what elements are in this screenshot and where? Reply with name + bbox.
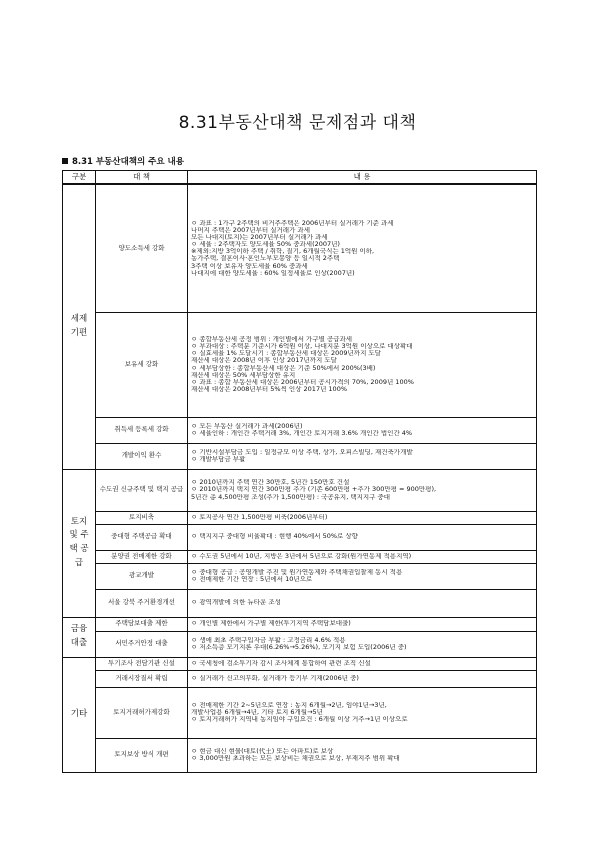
content-cell <box>188 617 537 631</box>
measure-cell <box>96 312 188 417</box>
measure-label: 토지거래허가제강화 <box>113 707 170 716</box>
category-label: 세제 기편 <box>70 314 88 338</box>
content-line: 모든 나대지(토지)는 2007년부터 실거래가 과세 <box>191 233 328 241</box>
content-line: ㅇ 세부담상한 : 종합부동산세 대상은 기준 50%에서 200%(3배) <box>191 364 376 372</box>
measure-cell <box>96 738 188 772</box>
category-label: 기타 <box>70 708 88 719</box>
measure-label: 개발이익 환수 <box>121 451 162 460</box>
measure-label: 분양권 전매제한 강화 <box>111 551 172 560</box>
content-cell <box>188 443 537 469</box>
content-line: ※제외:지방 3억이하 주택 / 취학, 질기, 6개월국식는 1억원 이하, <box>191 248 375 256</box>
table-row <box>63 443 537 469</box>
measure-label: 서울 강북 주거환경개선 <box>108 598 175 607</box>
measure-cell <box>96 550 188 563</box>
content-line: ㅇ 2010년까지 주택 연간 30만호, 5년간 150만호 건설 <box>191 479 350 487</box>
measure-label: 토지보상 방식 개편 <box>114 750 169 759</box>
table-row <box>63 184 537 312</box>
table-body <box>63 184 537 772</box>
content-cell <box>188 657 537 670</box>
table-row <box>63 524 537 550</box>
content-line: ㅇ 세율인하 : 개인간 주택거래 3%, 개인간 토지거래 3.6% 개인간 법인간 4% <box>191 430 413 437</box>
content-cell <box>188 631 537 657</box>
category-cell <box>63 184 96 469</box>
content-cell <box>188 738 537 772</box>
measure-label: 양도소득세 강화 <box>118 243 165 252</box>
measure-cell <box>96 631 188 657</box>
measure-cell <box>96 417 188 443</box>
content-line: ㅇ 광역개발에 의한 뉴타운 조성 <box>191 599 281 607</box>
content-line: ㅇ 택지지구 중대형 비율확대 : 현행 40%에서 50%로 상향 <box>191 533 358 541</box>
table-row <box>63 312 537 417</box>
content-line: ㅇ 개인별 제한에서 가구별 제한(투기지역 주택담보대출) <box>191 620 351 628</box>
measure-cell <box>96 563 188 589</box>
content-cell <box>188 511 537 524</box>
content-line: 농가주택, 결혼이사·혼인노부모봉양 등 일시적 2주택 <box>191 255 340 263</box>
content-line: ㅇ 국세청에 검소투기자 감시 조사체계 통합하여 관련 조직 신설 <box>191 659 371 667</box>
content-cell <box>188 589 537 617</box>
category-label: 금융 대출 <box>70 624 88 648</box>
table-row <box>63 550 537 563</box>
measure-label: 토지비축 <box>128 512 155 521</box>
measure-label: 투기조사 전담기관 신설 <box>108 658 175 667</box>
category-cell <box>63 657 96 772</box>
content-line: ㅇ 현금 대신 현물(대토(代土) 또는 아파트)로 보상 <box>191 747 334 755</box>
content-cell <box>188 550 537 563</box>
measure-label: 중대형 주택공급 확대 <box>111 532 172 541</box>
content-line: ㅇ 저소득층 모기지론 우대(6.26%→5.26%), 모기지 보험 도입(2006년 중) <box>191 644 407 651</box>
content-line: ㅇ 종합부동산세 공정 범위 : 개인별에서 가구별 공급과세 <box>191 335 353 343</box>
category-label: 토지 및 주택 공급 <box>69 516 89 568</box>
measure-cell <box>96 184 188 312</box>
content-line: 개발사업용 6개월→4년, 기타 토지 6개월→5년 <box>191 708 323 716</box>
header-category: 구분 <box>63 171 96 185</box>
square-bullet-icon <box>62 158 68 164</box>
category-cell <box>63 469 96 617</box>
content-line: ㅇ 부과대상 : 주택분 기준시가 6억원 이상, 나대지분 3억원 이상으로 대상확대 <box>191 343 413 351</box>
table-row <box>63 563 537 589</box>
table-row <box>63 589 537 617</box>
measure-label: 취득세 등록세 강화 <box>114 425 169 434</box>
measure-label: 보유세 강화 <box>124 359 159 368</box>
content-line: ㅇ 세율 : 2주택자도 양도세율 50% 중과세(2007년) <box>191 241 340 249</box>
content-line: ㅇ 생애 최초 주택구입자금 부활 : 고정금리 4.6% 적용 <box>191 636 346 644</box>
content-line: 3주택 이상 보유자 양도세율 60% 중과세 <box>191 262 308 270</box>
policy-table <box>62 170 537 773</box>
section-heading <box>62 155 184 167</box>
measure-label: 거래시장질서 확립 <box>115 673 168 682</box>
measure-cell <box>96 511 188 524</box>
measure-cell <box>96 670 188 687</box>
content-line: ㅇ 실효세율 1% 도달시기 : 종합부동산세 대상은 2009년까지 도달 <box>191 350 381 358</box>
content-line: ㅇ 개발부담금 부활 <box>191 456 246 463</box>
measure-label: 수도권 신규주택 및 택지 공급 <box>99 485 184 494</box>
content-line: ㅇ 토지공사 연간 1,500만평 비축(2006년부터) <box>191 513 328 521</box>
header-content: 내 용 <box>188 171 537 185</box>
table-row <box>63 738 537 772</box>
content-line: 재산세 대상은 50% 세부담상한 유지 <box>191 371 296 379</box>
table-row <box>63 511 537 524</box>
content-line: ㅇ 과표 : 1가구 2주택의 비거주주택은 2006년부터 실거래가 기준 과세 <box>191 219 394 227</box>
table-row <box>63 617 537 631</box>
table-row <box>63 469 537 511</box>
table-row <box>63 417 537 443</box>
measure-cell <box>96 687 188 738</box>
content-line: ㅇ 실거래가 신고의무화, 실거래가 등기부 기재(2006년 중) <box>191 674 359 682</box>
measure-cell <box>96 617 188 631</box>
content-line: ㅇ 과표 : 종합 부동산세 대상은 2006년부터 공시가격의 70%, 2009년 100% <box>191 378 414 386</box>
content-cell <box>188 184 537 312</box>
content-line: 나대지에 대한 양도세율 : 60% 일정세율로 인상(2007년) <box>191 269 355 277</box>
content-cell <box>188 563 537 589</box>
content-line: ㅇ 수도권 5년에서 10년, 지방은 3년에서 5년으로 강화(원가연동제 적용지역) <box>191 552 412 560</box>
document-title: 8.31부동산대책 문제점과 대책 <box>178 113 417 133</box>
content-line: ㅇ 모든 부동산 실거래가 과세(2006년) <box>191 422 303 430</box>
content-cell <box>188 469 537 511</box>
content-cell <box>188 312 537 417</box>
table-row <box>63 687 537 738</box>
content-cell <box>188 687 537 738</box>
measure-cell <box>96 589 188 617</box>
content-line: 재산세 대상은 2008년 이후 인상 2017년까지 도달 <box>191 357 337 365</box>
category-cell <box>63 617 96 657</box>
content-cell <box>188 670 537 687</box>
content-line: ㅇ 전매제한 기간 2~5년으로 연장 : 농지 6개월→2년, 임야1년→3년, <box>191 701 387 709</box>
content-line: ㅇ 3,000만원 초과하는 모든 보상비는 채권으로 보상, 부재지주 범위 확대 <box>191 755 400 762</box>
measure-label: 광교개발 <box>128 571 155 580</box>
header-measure: 대 책 <box>96 171 188 185</box>
table-header-row <box>63 171 537 185</box>
content-line: ㅇ 중대형 공급 : 공영개발 추진 및 원가연동제와 주택채권입찰제 동시 적용 <box>191 568 403 576</box>
table-row <box>63 670 537 687</box>
table-row <box>63 631 537 657</box>
measure-cell <box>96 469 188 511</box>
content-line: ㅇ 기반시설부담금 도입 : 일정규모 이상 주택, 상가, 오피스빌딩, 재건축가개발 <box>191 448 413 456</box>
measure-cell <box>96 443 188 469</box>
table-row <box>63 657 537 670</box>
content-line: 나머지 주택은 2007년부터 실거래가 과세 <box>191 226 310 234</box>
content-cell <box>188 417 537 443</box>
content-cell <box>188 524 537 550</box>
content-line: ㅇ 2010년까지 택지 연간 300만평 추가 (기존 600만평 +추가 300만평 = 900만평), <box>191 486 437 494</box>
measure-cell <box>96 524 188 550</box>
section-heading-text: 8.31 부동산대책의 주요 내용 <box>72 157 184 167</box>
content-line: ㅇ 전매제한 기간 연장 : 5년에서 10년으로 <box>191 576 313 583</box>
content-line: ㅇ 토지거래허가 지역내 농지임야 구입요건 : 6개월 이상 거주→1년 이상으로 <box>191 716 408 724</box>
measure-label: 서민주거안정 대출 <box>115 639 168 648</box>
content-line: 재산세 대상은 2008년부터 5%씩 인상 2017년 100% <box>191 385 348 393</box>
measure-cell <box>96 657 188 670</box>
content-line: 5년간 총 4,500만평 조성(추가 1,500만평) : 국공유지, 택지지구 중대 <box>191 493 391 501</box>
measure-label: 주택담보대출 제한 <box>115 619 168 628</box>
